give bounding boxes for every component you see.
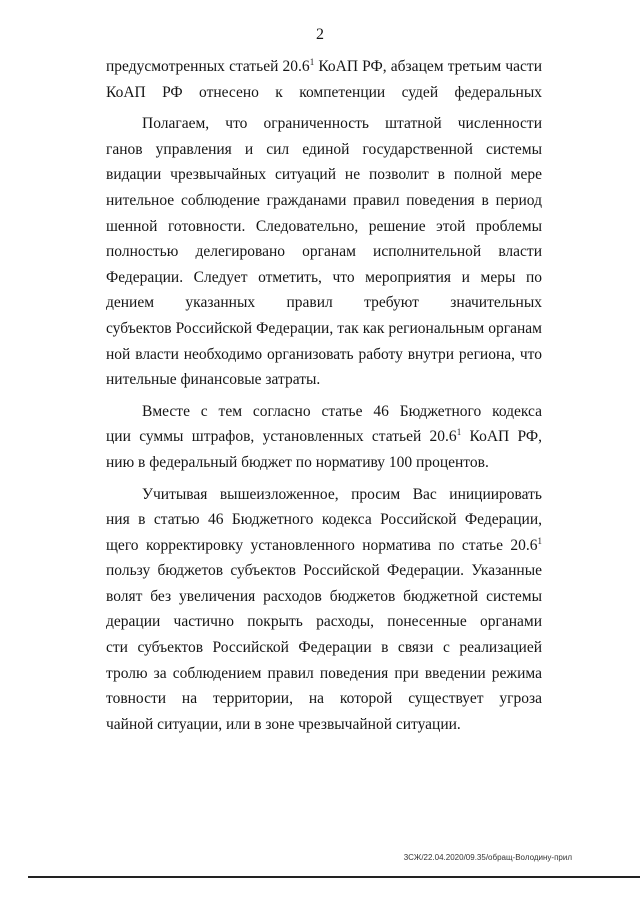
bottom-rule [28,876,640,878]
text-line [106,584,542,610]
text-segment: КоАП РФ, [469,428,542,446]
text-segment: Полагаем, что ограниченность штатной численности [142,115,542,133]
text-segment: Федерации. Следует отметить, что мероприятия и меры по [106,268,542,286]
text-line [106,80,542,106]
text-line [106,661,542,687]
text-segment: дением указанных правил требуют значительных [106,294,542,312]
superscript-mark: 1 [537,535,542,546]
text-line [106,342,542,368]
text-line [106,188,542,214]
superscript-mark: 1 [309,57,315,67]
text-segment: чайной ситуации, или в зоне чрезвычайной ситуации. [106,715,461,733]
text-segment: Учитывая вышеизложенное, просим Вас инициировать [142,485,542,503]
text-line [106,424,542,450]
text-line [106,162,542,188]
text-segment: нительные финансовые затраты. [106,371,321,389]
text-line [106,54,542,80]
text-segment: КоАП РФ, абзацем третьим части [318,58,542,75]
text-line [106,137,542,163]
text-line [106,686,542,712]
text-line [106,399,542,425]
paragraph [106,399,542,476]
page-number: 2 [316,26,324,43]
text-segment: сти субъектов Российской Федерации в связи с реализацией [106,639,542,657]
text-line [106,265,542,291]
text-line [106,635,542,661]
letter-body [106,54,542,743]
text-segment: ной власти необходимо организовать работу внутри региона, что [106,345,542,363]
text-segment: щего корректировку установленного норматива по статье 20.6 [106,536,538,554]
text-line [106,239,542,265]
text-segment: шенной готовности. Следовательно, решение этой проблемы [106,217,542,235]
text-segment: ганов управления и сил единой государственной системы [106,140,542,158]
text-line [106,290,542,316]
text-segment: ции суммы штрафов, установленных статьей 20.6 [106,428,457,446]
text-line [106,316,542,342]
text-line [106,367,542,393]
text-line [106,111,542,137]
text-segment: нительное соблюдение гражданами правил поведения в период [106,191,542,209]
text-segment: ния в статью 46 Бюджетного кодекса Российской Федерации, [106,511,542,529]
superscript-mark: 1 [456,427,462,438]
text-segment: дерации частично покрыть расходы, понесенные органами [106,613,542,631]
text-line [106,533,542,559]
text-segment: полностью делегировано органам исполнительной власти [106,243,542,261]
text-line [106,507,542,533]
paragraph [106,482,542,738]
text-line [106,558,542,584]
text-segment: предусмотренных статьей 20.6 [106,58,310,75]
text-segment: КоАП РФ отнесено к компетенции судей федеральных [106,83,542,101]
text-line [106,450,542,476]
text-segment: товности на территории, на которой существует угроза [106,690,542,708]
paragraph [106,54,542,105]
text-line [106,712,542,738]
text-line [106,609,542,635]
text-segment: пользу бюджетов субъектов Российской Федерации. Указанные [106,562,542,580]
text-line [106,214,542,240]
text-segment: видации чрезвычайных ситуаций не позволит в полной мере [106,166,542,184]
text-segment: тролю за соблюдением правил поведения при введении режима [106,664,542,682]
text-segment: нию в федеральный бюджет по нормативу 100 процентов. [106,453,489,471]
text-segment: волят без увеличения расходов бюджетов бюджетной системы [106,587,542,605]
paragraph [106,111,542,393]
text-line [106,482,542,508]
text-segment: Вместе с тем согласно статье 46 Бюджетного кодекса [142,402,542,420]
document-registration-code: 3СЖ/22.04.2020/09.35/обращ-Володину-прил [403,853,572,862]
text-segment: субъектов Российской Федерации, так как региональным органам [106,319,542,337]
